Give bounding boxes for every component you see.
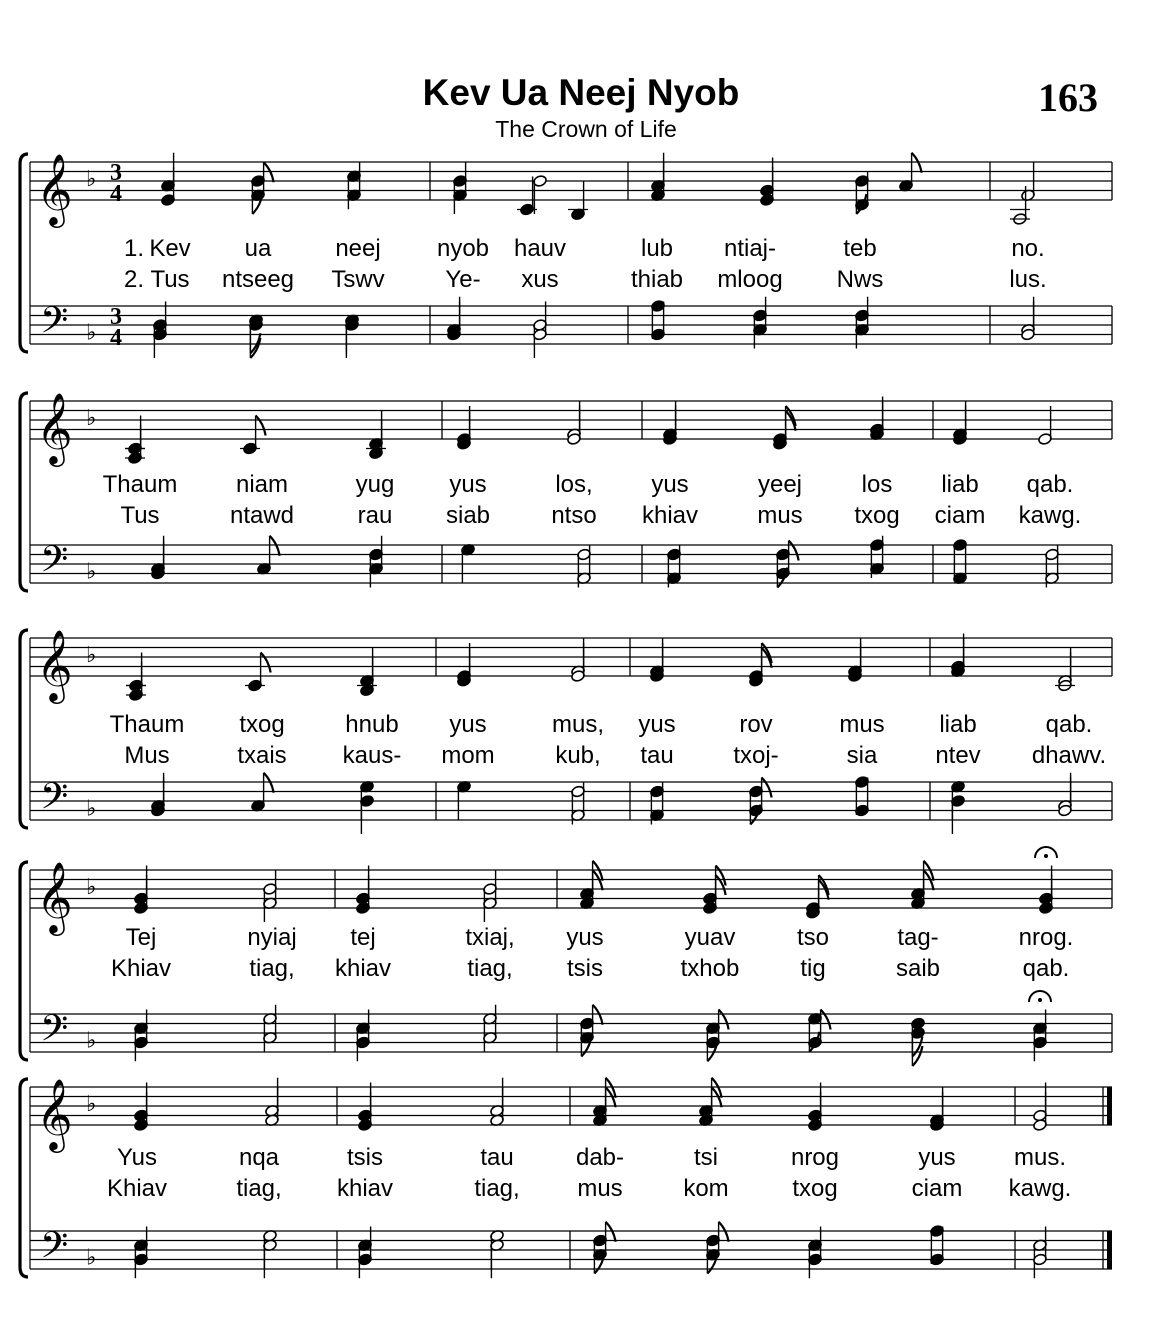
lyric-syllable: xus	[521, 266, 559, 293]
system-bracket	[20, 862, 28, 1060]
lyric-syllable: mus	[757, 502, 803, 529]
lyric-syllable: Thaum	[109, 711, 185, 738]
note-flag	[719, 1010, 729, 1030]
bass-clef-icon: 𝄢	[40, 1224, 69, 1276]
lyric-syllable: txog	[239, 711, 285, 738]
note-flag	[270, 536, 280, 556]
treble-clef-icon: 𝄞	[36, 152, 73, 225]
fermata-dot	[1038, 998, 1042, 1002]
treble-staff	[30, 391, 1112, 467]
lyric-syllable: Thaum	[102, 471, 178, 498]
lyric-syllable: Yus	[116, 1144, 158, 1171]
bass-clef-icon: 𝄢	[40, 1007, 69, 1059]
lyric-syllable: niam	[235, 471, 289, 498]
fermata-dot	[1044, 854, 1048, 858]
lyric-syllable: tso	[796, 924, 830, 951]
lyric-syllable: yug	[355, 471, 395, 498]
hymn-subtitle: The Crown of Life	[495, 116, 677, 142]
treble-staff	[30, 628, 1112, 704]
bass-clef-icon: 𝄢	[40, 775, 69, 827]
lyric-syllable: ciam	[934, 502, 986, 529]
lyric-syllable: nyiaj	[247, 924, 297, 951]
lyric-syllable: siab	[445, 502, 491, 529]
lyrics-verse-2	[107, 1175, 1071, 1202]
treble-clef-icon: 𝄞	[36, 860, 73, 933]
lyric-syllable: qab.	[1026, 471, 1074, 498]
lyric-syllable: tiag,	[236, 1175, 282, 1202]
verse-number: 1.	[123, 235, 145, 262]
system-bracket	[20, 1079, 28, 1277]
treble-clef-icon: 𝄞	[36, 1077, 73, 1150]
lyric-syllable: nyob	[436, 235, 490, 262]
treble-staff	[30, 152, 1112, 228]
lyric-syllable: mloog	[717, 266, 783, 293]
lyric-syllable: Tus	[150, 266, 190, 293]
lyric-syllable: mom	[441, 742, 495, 769]
lyric-syllable: tig	[800, 955, 826, 982]
lyric-syllable: qab.	[1045, 711, 1093, 738]
lyrics-verse-1	[126, 924, 1074, 951]
lyric-syllable: thiab	[630, 266, 684, 293]
lyric-syllable: neej	[335, 235, 381, 262]
lyric-syllable: Tej	[125, 924, 157, 951]
lyric-syllable: mus	[577, 1175, 623, 1202]
time-signature-top: 3	[110, 160, 122, 186]
lyric-syllable: txhob	[680, 955, 740, 982]
system-3	[20, 628, 1112, 834]
note-flag	[593, 1005, 603, 1025]
treble-clef-icon: 𝄞	[36, 391, 73, 464]
lyric-syllable: ciam	[911, 1175, 963, 1202]
lyric-syllable: Mus	[124, 742, 170, 769]
lyric-syllable: ntawd	[229, 502, 295, 529]
lyrics-verse-2	[124, 742, 1106, 769]
flat-sign-icon: ♭	[86, 320, 97, 346]
flat-sign-icon: ♭	[86, 796, 97, 822]
lyric-syllable: yus	[449, 471, 487, 498]
hymn-title: Kev Ua Neej Nyob	[422, 72, 740, 113]
lyric-syllable: Ye-	[445, 266, 481, 293]
lyric-syllable: lus.	[1009, 266, 1047, 293]
lyrics-verse-2	[124, 266, 1047, 293]
lyric-syllable: Kev	[149, 235, 191, 262]
flat-sign-icon: ♭	[86, 643, 97, 668]
time-signature-top: 3	[110, 304, 122, 330]
lyric-syllable: nrog.	[1018, 924, 1074, 951]
lyrics-verse-1	[103, 471, 1074, 498]
time-signature-bottom: 4	[110, 181, 122, 207]
flat-sign-icon: ♭	[86, 559, 97, 585]
system-4	[20, 860, 1112, 1066]
note-flag	[762, 778, 772, 798]
lyric-syllable: tiag,	[467, 955, 513, 982]
lyrics-verse-1	[110, 711, 1093, 738]
system-bracket	[20, 154, 28, 352]
final-barline-thick	[1107, 1087, 1112, 1125]
lyric-syllable: nqa	[238, 1144, 280, 1171]
lyric-syllable: Tswv	[331, 266, 385, 293]
lyric-syllable: los	[861, 471, 893, 498]
lyric-syllable: tiag,	[474, 1175, 520, 1202]
system-2	[20, 391, 1112, 591]
lyric-syllable: kawg.	[1018, 502, 1082, 529]
lyric-syllable: yus	[566, 924, 604, 951]
note-flag	[821, 1010, 831, 1030]
lyric-syllable: txog	[792, 1175, 838, 1202]
lyric-syllable: dab-	[575, 1144, 625, 1171]
treble-staff	[30, 1077, 1112, 1153]
final-barline-thick	[1107, 1231, 1112, 1269]
bass-staff	[30, 297, 1112, 358]
lyric-syllable: tsis	[567, 955, 603, 982]
lyric-syllable: ua	[244, 235, 272, 262]
lyric-syllable: Khiav	[106, 1175, 168, 1202]
lyric-syllable: liab	[939, 711, 977, 738]
lyric-syllable: tag-	[897, 924, 939, 951]
lyric-syllable: mus,	[551, 711, 605, 738]
lyric-syllable: los,	[555, 471, 593, 498]
lyric-syllable: hauv	[513, 235, 567, 262]
flat-sign-icon: ♭	[86, 1028, 97, 1054]
bass-staff	[30, 1005, 1112, 1066]
lyric-syllable: ntiaj-	[723, 235, 777, 262]
system-bracket	[20, 393, 28, 591]
system-bracket	[20, 630, 28, 828]
lyrics-verse-2	[120, 502, 1081, 529]
treble-clef-icon: 𝄞	[36, 628, 73, 701]
lyric-syllable: tsi	[694, 1144, 718, 1171]
lyric-syllable: no.	[1011, 235, 1045, 262]
lyrics-verse-2	[111, 955, 1069, 982]
lyric-syllable: yuav	[684, 924, 736, 951]
lyric-syllable: Nws	[836, 266, 884, 293]
note-flag	[256, 416, 266, 436]
lyric-syllable: tsis	[347, 1144, 383, 1171]
lyric-syllable: dhawv.	[1031, 742, 1107, 769]
lyric-syllable: qab.	[1022, 955, 1070, 982]
note-flag	[261, 653, 271, 673]
bass-staff	[30, 1222, 1112, 1279]
flat-sign-icon: ♭	[86, 406, 97, 431]
lyric-syllable: yus	[638, 711, 676, 738]
lyric-syllable: txog	[854, 502, 900, 529]
note-flag	[606, 1222, 616, 1242]
lyric-syllable: liab	[941, 471, 979, 498]
flat-sign-icon: ♭	[86, 875, 97, 900]
lyric-syllable: tau	[480, 1144, 514, 1171]
lyric-syllable: teb	[843, 235, 877, 262]
lyric-syllable: kom	[683, 1175, 729, 1202]
hymn-number: 163	[1038, 75, 1098, 120]
system-5	[20, 1077, 1112, 1278]
lyric-syllable: kaus-	[342, 742, 402, 769]
bass-clef-icon: 𝄢	[40, 299, 69, 351]
lyric-syllable: hnub	[345, 711, 399, 738]
lyric-syllable: mus.	[1013, 1144, 1067, 1171]
bass-staff	[30, 773, 1112, 834]
lyric-syllable: kawg.	[1008, 1175, 1072, 1202]
lyric-syllable: ntseeg	[221, 266, 295, 293]
lyric-syllable: yus	[449, 711, 487, 738]
lyric-syllable: khiav	[336, 1175, 394, 1202]
lyric-syllable: txoj-	[733, 742, 779, 769]
bass-clef-icon: 𝄢	[40, 538, 69, 590]
lyric-syllable: nrog	[790, 1144, 840, 1171]
bass-staff	[30, 536, 1112, 590]
flat-sign-icon: ♭	[86, 167, 97, 192]
lyrics-verse-1	[124, 235, 1045, 262]
lyric-syllable: txais	[237, 742, 287, 769]
lyric-syllable: Tus	[120, 502, 160, 529]
lyric-syllable: rov	[739, 711, 773, 738]
lyric-syllable: sia	[846, 742, 878, 769]
lyric-syllable: rau	[357, 502, 393, 529]
lyric-syllable: ntso	[551, 502, 597, 529]
lyric-syllable: yus	[918, 1144, 956, 1171]
lyric-syllable: yus	[651, 471, 689, 498]
lyric-syllable: tau	[640, 742, 674, 769]
lyric-syllable: kub,	[555, 742, 601, 769]
note-flag	[264, 773, 274, 793]
note-flag	[264, 162, 274, 182]
lyrics-verse-1	[117, 1144, 1066, 1171]
lyric-syllable: ntev	[935, 742, 981, 769]
flat-sign-icon: ♭	[86, 1092, 97, 1117]
note-flag	[719, 1222, 729, 1242]
lyric-syllable: txiaj,	[465, 924, 515, 951]
lyric-syllable: mus	[839, 711, 885, 738]
lyric-syllable: tej	[350, 924, 376, 951]
lyric-syllable: yeej	[757, 471, 803, 498]
flat-sign-icon: ♭	[86, 1245, 97, 1271]
lyric-syllable: lub	[640, 235, 674, 262]
time-signature-bottom: 4	[110, 325, 122, 351]
lyric-syllable: khiav	[334, 955, 392, 982]
lyric-syllable: tiag,	[249, 955, 295, 982]
note-flag	[789, 541, 799, 561]
note-flag	[912, 153, 922, 173]
lyric-syllable: khiav	[641, 502, 699, 529]
system-1	[20, 152, 1112, 358]
verse-number: 2.	[123, 266, 145, 293]
lyric-syllable: Khiav	[110, 955, 172, 982]
lyric-syllable: saib	[895, 955, 941, 982]
